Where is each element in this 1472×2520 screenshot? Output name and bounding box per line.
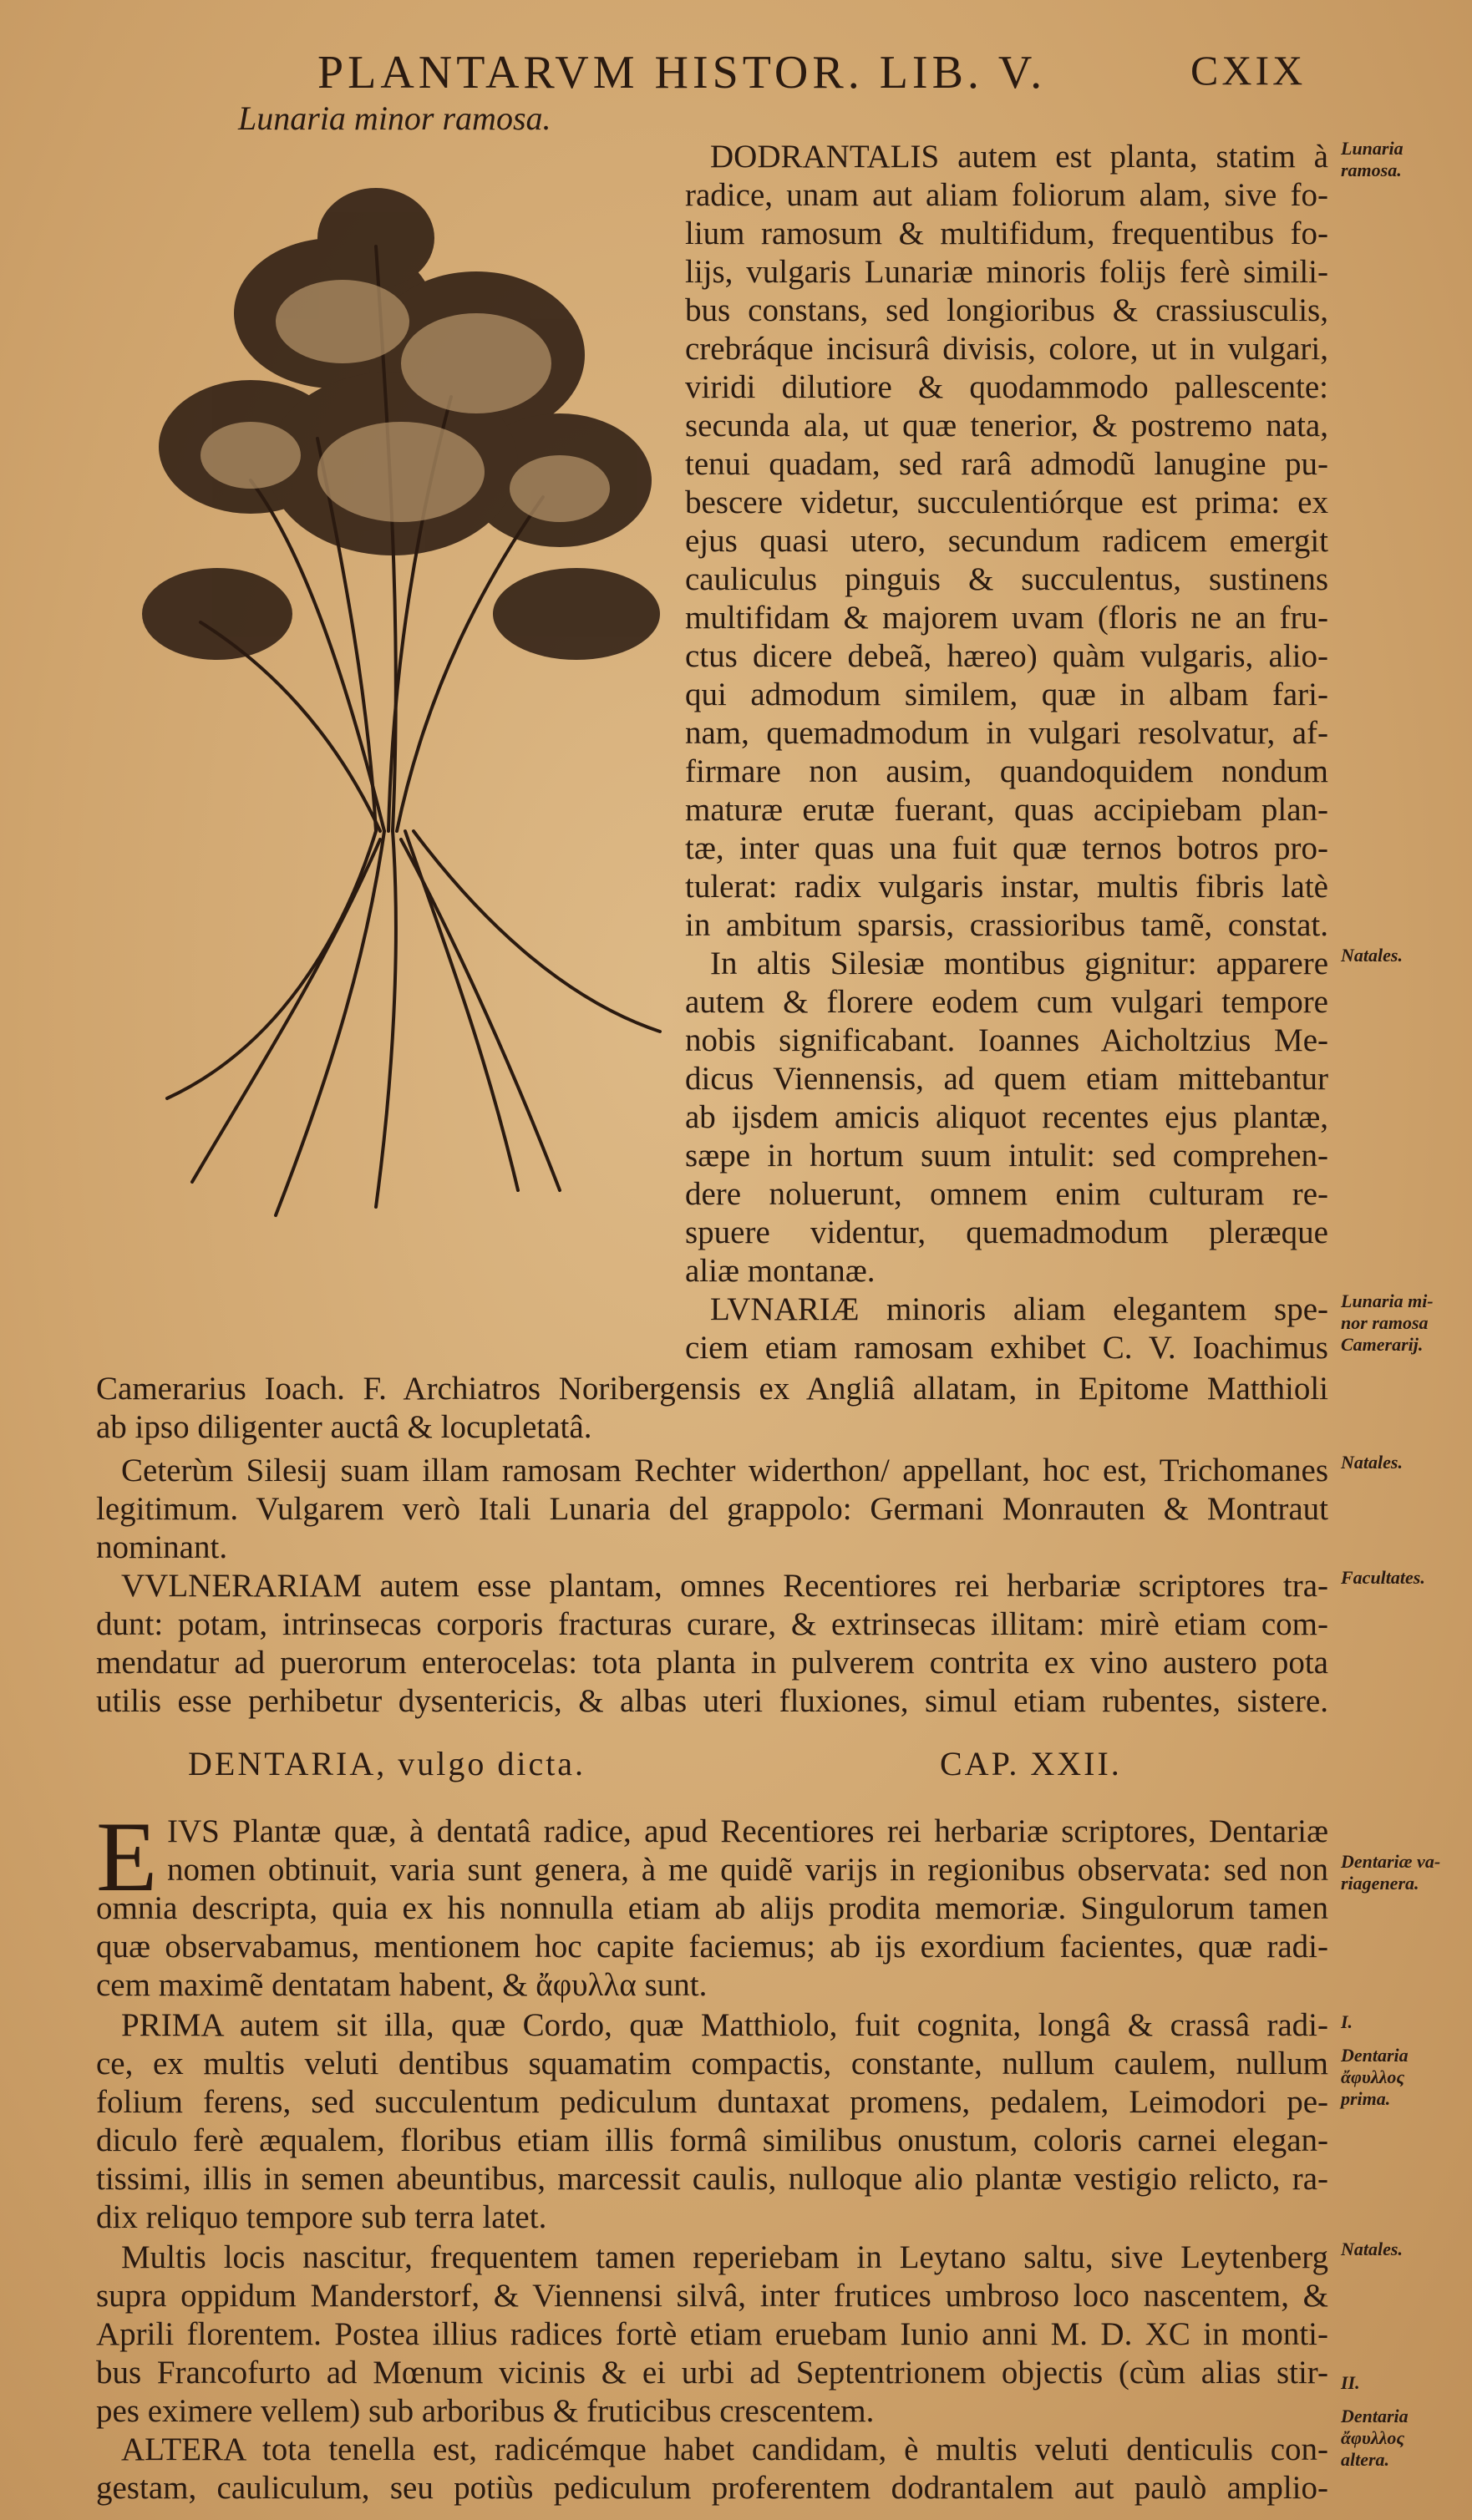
- text-line: qui admodum similem, quæ in albam fari-: [685, 677, 1328, 712]
- running-header-title: PLANTARVM HISTOR. LIB. V.: [317, 47, 1047, 99]
- margin-note: Lunaria ramosa.: [1341, 138, 1403, 180]
- margin-note: Natales.: [1341, 945, 1403, 966]
- margin-note: Lunaria mi- nor ramosa Camerarij.: [1341, 1290, 1434, 1355]
- text-line: aliæ montanæ.: [685, 1253, 876, 1289]
- text-line: maturæ erutæ fuerant, quas accipiebam plan-: [685, 792, 1328, 828]
- text-line: viridi dilutiore & quodammodo pallescente:: [685, 369, 1328, 405]
- text-line: LVNARIÆ minoris aliam elegantem spe-: [710, 1291, 1328, 1327]
- text-line: ciem etiam ramosam exhibet C. V. Ioachimus: [685, 1330, 1328, 1366]
- text-line: VVLNERARIAM autem esse plantam, omnes Recentiores rei herbariæ scriptores tra-: [121, 1568, 1328, 1604]
- chapter-number: CAP. XXII.: [940, 1745, 1122, 1782]
- text-line: folium ferens, sed succulentum pediculum duntaxat promens, pedalem, Leimodori pe-: [96, 2084, 1328, 2120]
- text-line: dunt: potam, intrinsecas corporis fracturas curare, & extrinsecas illitam: mirè etiam com-: [96, 1606, 1328, 1642]
- text-line: in ambitum sparsis, crassioribus tamẽ, constat.: [685, 907, 1328, 943]
- text-line: autem & florere eodem cum vulgari tempore: [685, 984, 1328, 1020]
- section-title: DENTARIA, vulgo dicta.: [188, 1745, 586, 1782]
- text-line: lium ramosum & multifidum, frequentibus fo-: [685, 215, 1328, 251]
- text-line: lijs, vulgaris Lunariæ minoris folijs ferè simili-: [685, 254, 1328, 290]
- margin-note: II.: [1341, 2372, 1360, 2393]
- text-line: tenui quadam, sed rarâ admodũ lanugine pu-: [685, 446, 1328, 482]
- text-line: cem maximẽ dentatam habent, & ἄφυλλα sunt.: [96, 1967, 708, 2003]
- text-line: DODRANTALIS autem est planta, statim à: [710, 139, 1328, 175]
- folio-number: CXIX: [1190, 47, 1307, 94]
- text-line: diculo ferè æqualem, floribus etiam illis formâ similibus onustum, coloris carnei elegan-: [96, 2122, 1328, 2158]
- margin-note: Natales.: [1341, 2239, 1403, 2259]
- text-line: firmare non ausim, quandoquidem nondum: [685, 753, 1328, 789]
- margin-note: Natales.: [1341, 1452, 1403, 1473]
- margin-note: Dentaria ἄφυλλος prima.: [1341, 2045, 1409, 2109]
- margin-note: Dentaria ἄφυλλος altera.: [1341, 2406, 1409, 2470]
- text-line: mendatur ad puerorum enterocelas: tota planta in pulverem contrita ex vino austero pota: [96, 1645, 1328, 1681]
- text-line: omnia descripta, quia ex his nonnulla etiam ab alijs prodita memoriæ. Singulorum tamen: [96, 1890, 1328, 1926]
- text-line: bus Francofurto ad Mœnum vicinis & ei urbi ad Septentrionem objectis (cùm alias stir-: [96, 2355, 1328, 2391]
- text-line: dere noluerunt, omnem enim culturam re-: [685, 1176, 1328, 1212]
- text-line: bescere videtur, succulentiórque est prima: ex: [685, 484, 1328, 520]
- text-line: sæpe in hortum suum intulit: sed comprehen-: [685, 1138, 1328, 1174]
- margin-note: I.: [1341, 2011, 1353, 2032]
- text-line: ctus dicere debeã, hæreo) quàm vulgaris, alio-: [685, 638, 1328, 674]
- text-line: multifidam & majorem uvam (floris ne an fru-: [685, 600, 1328, 636]
- text-line: quæ observabamus, mentionem hoc capite faciemus; ab ijs exordium facientes, quæ radi-: [96, 1929, 1328, 1965]
- text-line: Camerarius Ioach. F. Archiatros Noribergensis ex Angliâ allatam, in Epitome Matthioli: [96, 1371, 1328, 1407]
- text-line: nomen obtinuit, varia sunt genera, à me quidẽ varijs in regionibus observata: sed non: [167, 1852, 1328, 1888]
- text-line: In altis Silesiæ montibus gignitur: apparere: [710, 946, 1328, 981]
- plant-woodcut-illustration-icon: [125, 146, 668, 1232]
- text-line: Multis locis nascitur, frequentem tamen reperiebam in Leytano saltu, sive Leytenberg: [121, 2239, 1328, 2275]
- text-line: nam, quemadmodum in vulgari resolvatur, af-: [685, 715, 1328, 751]
- text-line: crebráque incisurâ divisis, colore, ut in vulgari,: [685, 331, 1328, 367]
- text-line: ab ipso diligenter auctâ & locupletatâ.: [96, 1409, 592, 1445]
- text-line: spuere videntur, quemadmodum pleræque: [685, 1214, 1328, 1250]
- figure-caption: Lunaria minor ramosa.: [238, 99, 551, 137]
- text-line: pes eximere vellem) sub arboribus & fruticibus crescentem.: [96, 2393, 875, 2429]
- text-line: ce, ex multis veluti dentibus squamatim compactis, constante, nullum caulem, nullum: [96, 2046, 1328, 2081]
- text-line: cauliculus pinguis & succulentus, sustinens: [685, 561, 1328, 597]
- text-line: legitimum. Vulgarem verò Itali Lunaria del grappolo: Germani Monrauten & Montraut: [96, 1491, 1328, 1527]
- text-line: secunda ala, ut quæ tenerior, & postremo nata,: [685, 408, 1328, 444]
- text-line: ejus quasi utero, secundum radicem emergit: [685, 523, 1328, 559]
- text-line: tulerat: radix vulgaris instar, multis fibris latè: [685, 869, 1328, 905]
- text-line: IVS Plantæ quæ, à dentatâ radice, apud Recentiores rei herbariæ scriptores, Dentariæ: [167, 1813, 1328, 1849]
- text-line: dicus Viennensis, ad quem etiam mittebantur: [685, 1061, 1328, 1097]
- text-line: gestam, cauliculum, seu potiùs pediculum proferentem dodrantalem aut paulò amplio-: [96, 2470, 1328, 2506]
- text-line: radice, unam aut aliam foliorum alam, sive fo-: [685, 177, 1328, 213]
- margin-note: Facultates.: [1341, 1567, 1425, 1588]
- text-line: dix reliquo tempore sub terra latet.: [96, 2199, 547, 2235]
- text-line: supra oppidum Manderstorf, & Viennensi silvâ, inter frutices umbroso loco nascentem, &: [96, 2278, 1328, 2314]
- text-line: utilis esse perhibetur dysentericis, & albas uteri fluxiones, simul etiam rubentes, sistere.: [96, 1683, 1328, 1719]
- margin-note: Dentariæ va- riagenera.: [1341, 1851, 1441, 1894]
- text-line: tissimi, illis in semen abeuntibus, marcessit caulis, nulloque alio plantæ vestigio relicto, ra-: [96, 2161, 1328, 2197]
- text-line: Ceterùm Silesij suam illam ramosam Rechter widerthon/ appellant, hoc est, Trichomanes: [121, 1453, 1328, 1488]
- text-line: nobis significabant. Ioannes Aicholtzius Me-: [685, 1022, 1328, 1058]
- text-line: bus constans, sed longioribus & crassiusculis,: [685, 292, 1328, 328]
- text-line: tæ, inter quas una fuit quæ ternos botros pro-: [685, 830, 1328, 866]
- text-line: nominant.: [96, 1529, 228, 1565]
- text-line: ALTERA tota tenella est, radicémque habet candidam, è multis veluti denticulis con-: [121, 2431, 1328, 2467]
- text-line: ab ijsdem amicis aliquot recentes ejus plantæ,: [685, 1099, 1328, 1135]
- text-line: PRIMA autem sit illa, quæ Cordo, quæ Matthiolo, fuit cognita, longâ & crassâ radi-: [121, 2007, 1328, 2043]
- drop-cap: E: [96, 1801, 158, 1912]
- text-line: Aprili florentem. Postea illius radices fortè etiam eruebam Iunio anni M. D. XC in monti-: [96, 2316, 1328, 2352]
